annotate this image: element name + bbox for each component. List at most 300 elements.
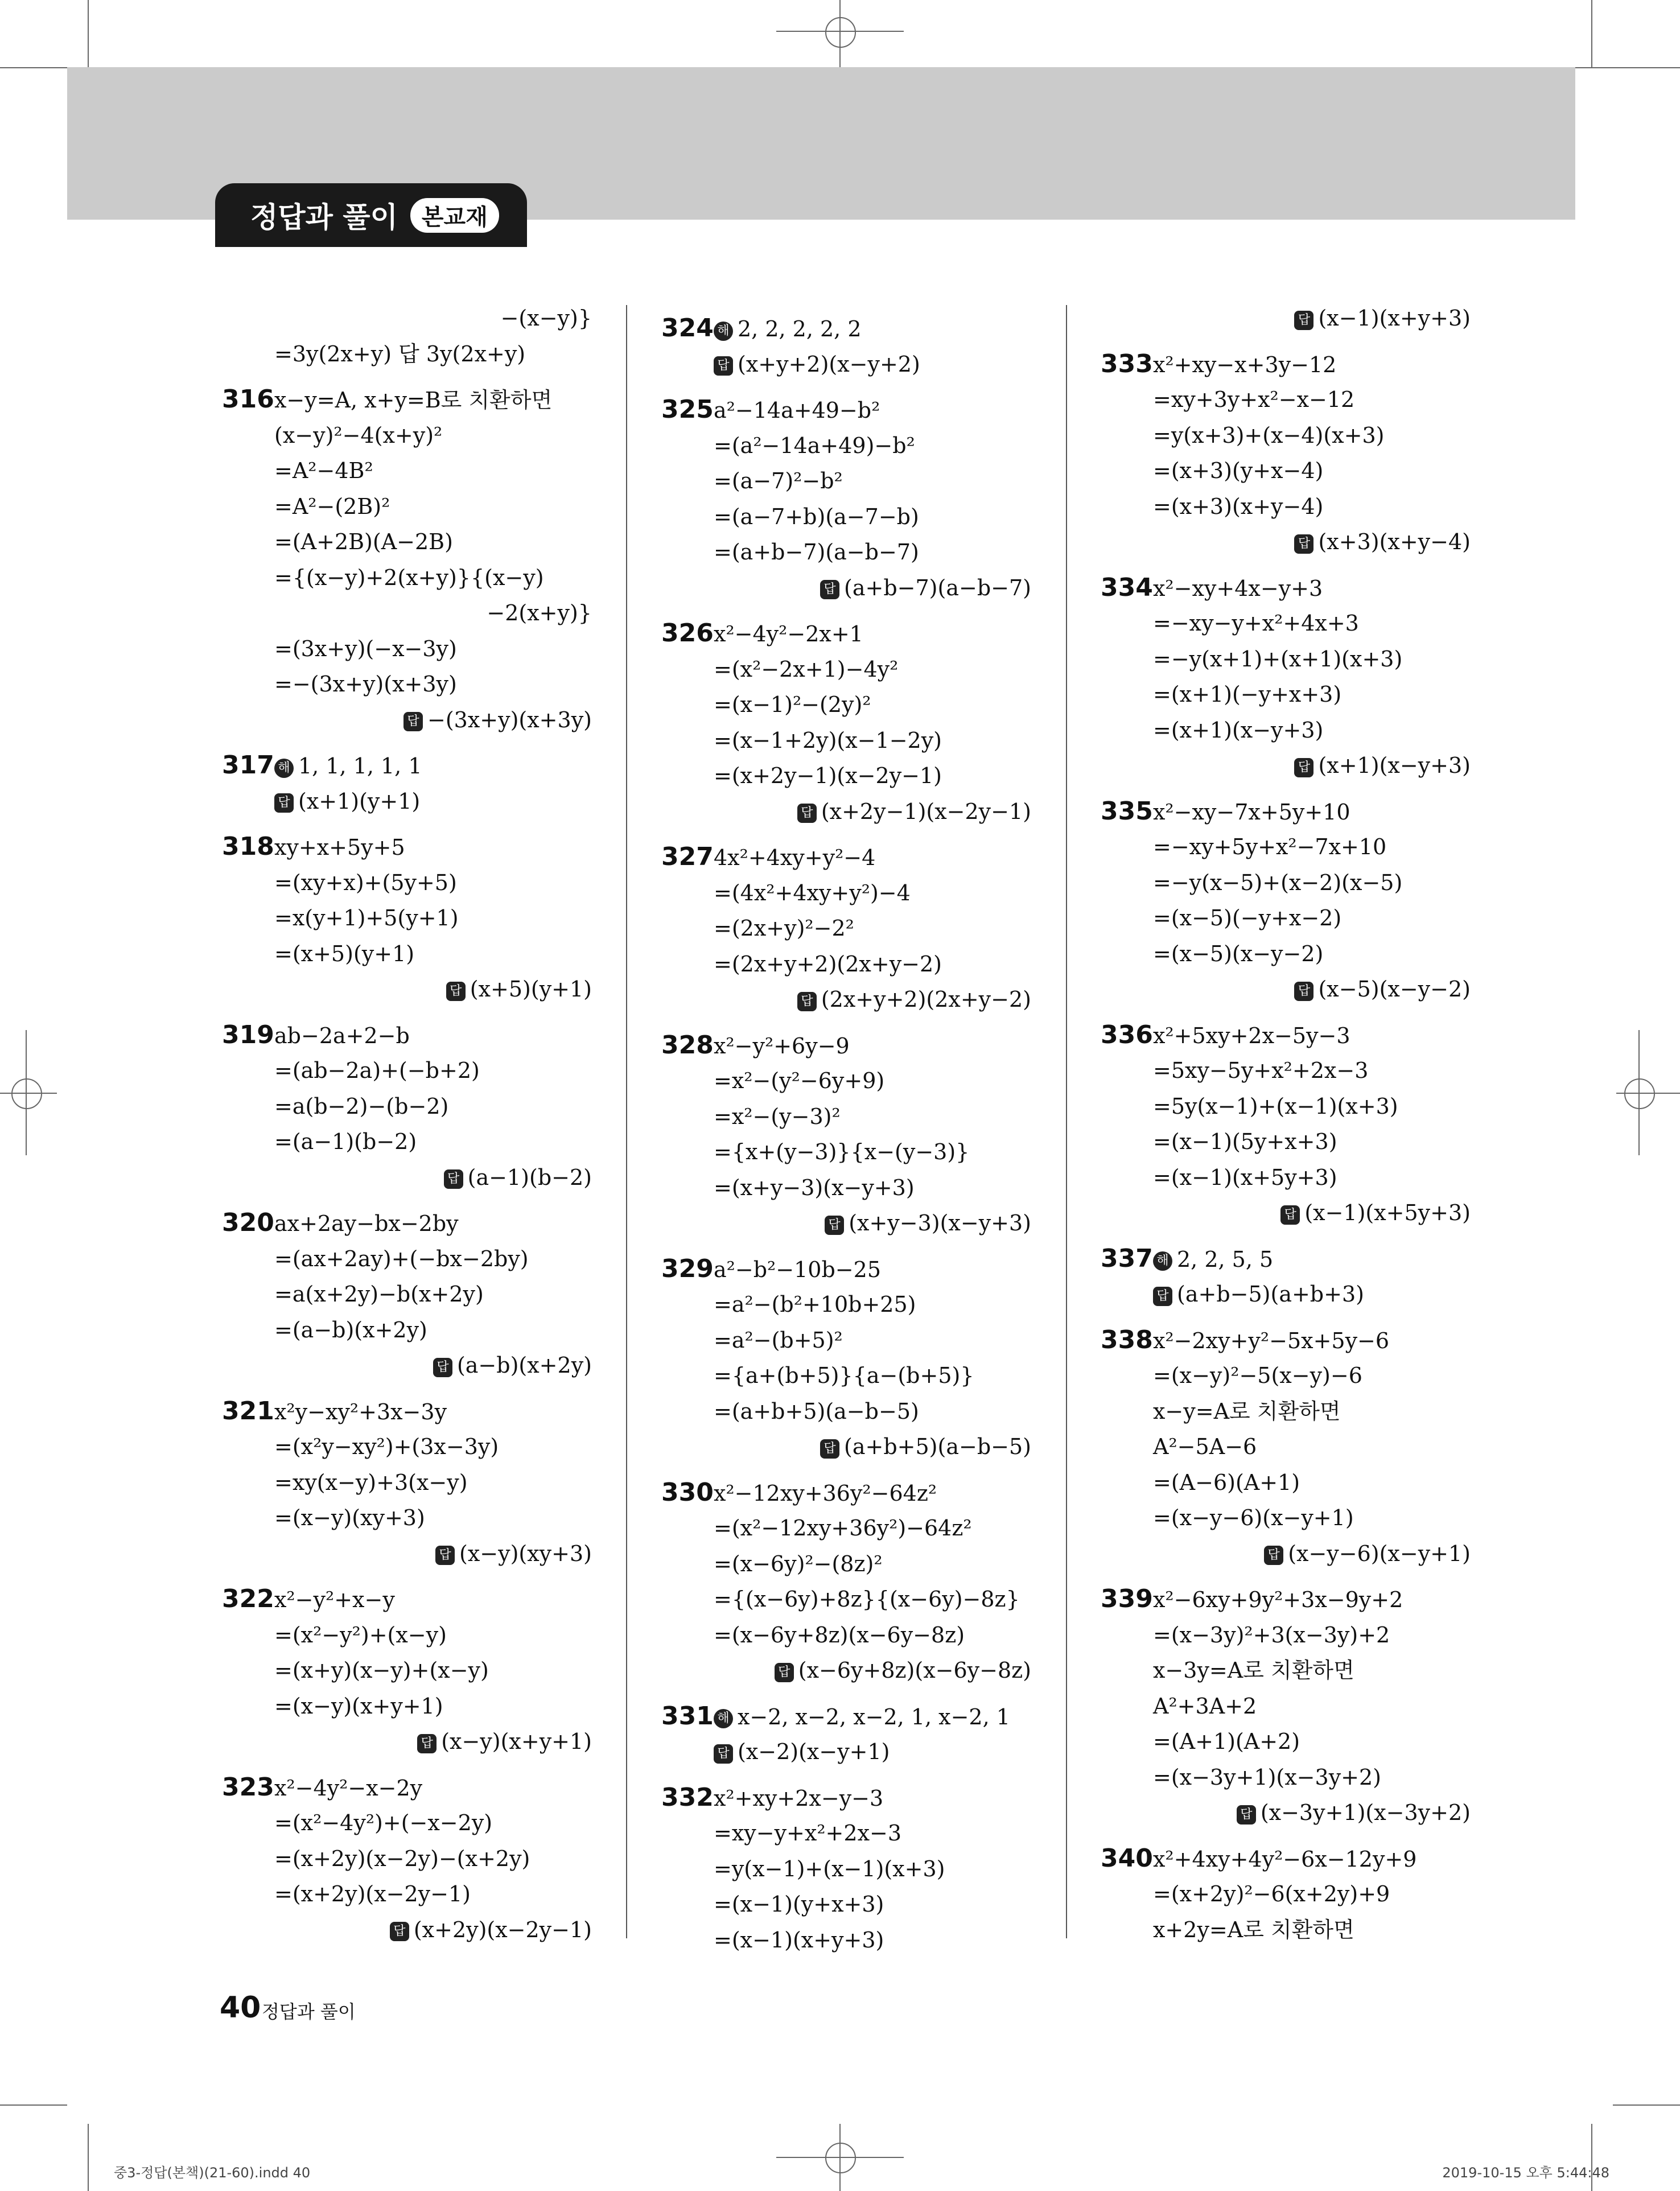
solution-line — [661, 946, 1031, 982]
solution-line — [1101, 900, 1471, 936]
solution-line — [661, 347, 1031, 382]
solution-line — [1101, 1841, 1471, 1877]
expression-text: =(x−y−6)(x−y+1) — [1153, 1505, 1354, 1530]
expression-text: =(A+1)(A+2) — [1153, 1729, 1300, 1754]
registration-mark — [825, 2143, 856, 2173]
page-header — [215, 183, 527, 247]
solution-line — [1101, 1582, 1471, 1617]
answer-icon: 답 — [444, 1169, 463, 1189]
solution-line — [1101, 570, 1471, 606]
expression-text: =−xy−y+x²+4x+3 — [1153, 611, 1359, 636]
hint-icon: 해 — [1153, 1251, 1172, 1271]
expression-text: =(x²y−xy²)+(3x−3y) — [274, 1434, 499, 1459]
expression-text: =(x+y−3)(x−y+3) — [714, 1175, 915, 1200]
expression-text: =xy−y+x²+2x−3 — [714, 1821, 902, 1846]
solution-line — [1101, 1500, 1471, 1536]
problem-number: 339 — [1101, 1584, 1153, 1613]
expression-text: (x+3)(x+y−4) — [1318, 529, 1471, 554]
solution-line — [661, 1582, 1031, 1617]
expression-text: (x−y−6)(x−y+1) — [1288, 1541, 1471, 1566]
answer-icon: 답 — [825, 1216, 844, 1235]
expression-text: x²−xy−7x+5y+10 — [1153, 799, 1350, 825]
expression-text: =−(3x+y)(x+3y) — [274, 672, 457, 697]
expression-text: x²−12xy+36y²−64z² — [714, 1480, 937, 1506]
problem-number: 317 — [222, 751, 274, 780]
final-answer — [1101, 1795, 1471, 1831]
solution-line — [661, 1887, 1031, 1922]
solution-line — [661, 1134, 1031, 1170]
solution-line — [1101, 1394, 1471, 1430]
expression-text: −(3x+y)(x+3y) — [427, 707, 592, 732]
solution-line — [661, 875, 1031, 911]
expression-text: =a²−(b+5)² — [714, 1327, 843, 1353]
final-answer — [1101, 1536, 1471, 1572]
expression-text: =(x²−4y²)+(−x−2y) — [274, 1810, 493, 1835]
registration-mark — [11, 1078, 42, 1109]
expression-text: =(x²−y²)+(x−y) — [274, 1622, 447, 1648]
header-title: 정답과 풀이 — [250, 201, 398, 234]
expression-text: =(x−y)²−5(x−y)−6 — [1153, 1363, 1362, 1388]
solution-line — [1101, 641, 1471, 677]
expression-text: x−y=A, x+y=B로 치환하면 — [274, 388, 553, 413]
expression-text: =(a−b)(x+2y) — [274, 1317, 427, 1342]
expression-text: =(a²−14a+49)−b² — [714, 433, 915, 458]
final-answer — [1101, 300, 1471, 336]
expression-text: =(x+1)(x−y+3) — [1153, 717, 1324, 743]
solution-line — [222, 524, 592, 560]
solution-line — [222, 382, 592, 418]
expression-text: ={(x−y)+2(x+y)}{(x−y) — [274, 565, 544, 590]
solution-line — [222, 418, 592, 454]
final-answer — [1101, 748, 1471, 784]
expression-text: =(x+y)(x−y)+(x−y) — [274, 1658, 489, 1683]
expression-text: x²+xy+2x−y−3 — [714, 1785, 884, 1811]
solution-line — [661, 1251, 1031, 1287]
problem-number: 335 — [1101, 796, 1153, 826]
answer-icon: 답 — [797, 804, 817, 823]
solution-line — [222, 1124, 592, 1160]
solution-line — [661, 1475, 1031, 1511]
solution-line — [222, 1617, 592, 1653]
solution-line — [1101, 936, 1471, 972]
final-answer — [222, 1912, 592, 1948]
expression-text: =(x+2y−1)(x−2y−1) — [714, 763, 942, 788]
expression-text: =(x+2y)²−6(x+2y)+9 — [1153, 1881, 1390, 1906]
problem-number: 321 — [222, 1396, 274, 1426]
solution-line — [222, 829, 592, 865]
problem-number: 316 — [222, 385, 274, 414]
expression-text: =(ax+2ay)+(−bx−2by) — [274, 1246, 529, 1271]
expression-text: x²−y²+6y−9 — [714, 1033, 850, 1059]
answer-icon: 답 — [820, 580, 839, 599]
expression-text: =(x−5)(x−y−2) — [1153, 941, 1324, 966]
crop-mark — [1591, 0, 1592, 67]
final-answer — [661, 570, 1031, 606]
answer-icon: 답 — [714, 356, 733, 376]
expression-text: (x+5)(y+1) — [470, 977, 592, 1002]
solution-line — [1101, 829, 1471, 865]
answer-icon: 답 — [433, 1358, 452, 1377]
solution-line — [222, 1653, 592, 1688]
final-answer — [661, 982, 1031, 1018]
expression-text: =(x−1)(5y+x+3) — [1153, 1129, 1337, 1154]
problem-number: 331 — [661, 1701, 714, 1731]
solution-line — [661, 911, 1031, 946]
final-answer — [222, 1536, 592, 1572]
expression-text: =(a+b−7)(a−b−7) — [714, 539, 919, 565]
problem-number: 322 — [222, 1584, 274, 1613]
answer-icon: 답 — [1264, 1546, 1283, 1565]
solution-line — [661, 311, 1031, 347]
expression-text: (x−1)(x+y+3) — [1318, 306, 1471, 331]
solution-line — [661, 1028, 1031, 1064]
final-answer — [661, 1205, 1031, 1241]
solution-line — [222, 1312, 592, 1348]
expression-text: x²−6xy+9y²+3x−9y+2 — [1153, 1587, 1403, 1612]
expression-text: =(x−3y)²+3(x−3y)+2 — [1153, 1622, 1390, 1648]
solution-line — [222, 1805, 592, 1841]
crop-mark — [0, 2104, 67, 2106]
expression-text: ={a+(b+5)}{a−(b+5)} — [714, 1363, 974, 1388]
solution-line — [1101, 1724, 1471, 1760]
solution-line — [1101, 794, 1471, 830]
answer-icon: 답 — [1237, 1805, 1256, 1825]
expression-text: =(x+1)(−y+x+3) — [1153, 682, 1342, 707]
expression-text: (x+2y−1)(x−2y−1) — [821, 798, 1031, 824]
expression-text: =(x²−2x+1)−4y² — [714, 656, 899, 682]
expression-text: x²+4xy+4y²−6x−12y+9 — [1153, 1846, 1417, 1872]
solution-line — [1101, 1276, 1471, 1312]
answer-icon: 답 — [820, 1439, 839, 1459]
expression-text: 1, 1, 1, 1, 1 — [298, 753, 422, 779]
expression-text: =(x−y)(x+y+1) — [274, 1693, 443, 1719]
problem-number: 332 — [661, 1782, 714, 1812]
expression-text: x²y−xy²+3x−3y — [274, 1399, 447, 1424]
footer-label: 정답과 풀이 — [262, 2001, 356, 2023]
solution-line — [661, 428, 1031, 464]
crop-mark — [0, 67, 67, 68]
problem-number: 330 — [661, 1477, 714, 1507]
solution-line — [1101, 606, 1471, 641]
answer-icon: 답 — [1280, 1205, 1300, 1225]
expression-text: 2, 2, 2, 2, 2 — [738, 316, 862, 341]
solution-line — [661, 1170, 1031, 1206]
expression-text: =5y(x−1)+(x−1)(x+3) — [1153, 1093, 1398, 1119]
solution-line — [222, 1394, 592, 1430]
problem-number: 325 — [661, 395, 714, 424]
expression-text: (a−b)(x+2y) — [456, 1353, 592, 1378]
solution-line — [222, 1841, 592, 1877]
expression-text: =xy(x−y)+3(x−y) — [274, 1469, 468, 1495]
solution-line — [661, 1815, 1031, 1851]
expression-text: −(x−y)} — [500, 306, 592, 331]
solution-line — [661, 839, 1031, 875]
solution-line — [661, 1394, 1031, 1430]
expression-text: (x−2)(x−y+1) — [738, 1739, 890, 1764]
solution-line — [1101, 1358, 1471, 1394]
answer-icon: 답 — [1153, 1287, 1172, 1306]
problem-number: 337 — [1101, 1243, 1153, 1273]
hint-icon: 해 — [714, 322, 733, 341]
expression-text: =(x−5)(−y+x−2) — [1153, 905, 1342, 930]
solution-line — [1101, 1429, 1471, 1465]
final-answer — [1101, 971, 1471, 1007]
solution-line — [222, 1205, 592, 1241]
expression-text: x²−4y²−2x+1 — [714, 621, 863, 646]
hint-icon: 해 — [714, 1709, 733, 1728]
expression-text: x²−y²+x−y — [274, 1587, 395, 1612]
crop-mark — [88, 0, 89, 67]
expression-text: =(x²−12xy+36y²)−64z² — [714, 1515, 972, 1541]
answer-icon: 답 — [1294, 758, 1313, 777]
expression-text: =(x+3)(x+y−4) — [1153, 493, 1324, 519]
expression-text: =(a−7)²−b² — [714, 468, 843, 493]
expression-text: A²+3A+2 — [1153, 1693, 1257, 1719]
expression-text: =y(x−1)+(x−1)(x+3) — [714, 1856, 945, 1881]
expression-text: x+2y=A로 치환하면 — [1153, 1917, 1354, 1942]
answer-column-3 — [1101, 300, 1471, 1947]
problem-number: 328 — [661, 1030, 714, 1060]
crop-mark — [1613, 2104, 1680, 2106]
problem-number: 326 — [661, 619, 714, 648]
registration-line — [26, 1030, 27, 1155]
problem-number: 319 — [222, 1020, 274, 1049]
solution-line — [661, 463, 1031, 499]
solution-line — [1101, 418, 1471, 454]
solution-line — [661, 1922, 1031, 1958]
solution-line — [1101, 1617, 1471, 1653]
expression-text: xy+x+5y+5 — [274, 835, 405, 860]
answer-icon: 답 — [714, 1744, 733, 1764]
expression-text: =(x−1)(x+y+3) — [714, 1927, 884, 1953]
expression-text: (a+b+5)(a−b−5) — [844, 1434, 1031, 1459]
expression-text: (x−1)(x+5y+3) — [1304, 1200, 1471, 1225]
final-answer — [661, 794, 1031, 830]
expression-text: =(x−y)(xy+3) — [274, 1505, 425, 1530]
solution-line — [222, 595, 592, 631]
solution-line — [222, 900, 592, 936]
registration-mark — [1624, 1078, 1655, 1109]
solution-line — [661, 392, 1031, 428]
expression-text: =(a+b+5)(a−b−5) — [714, 1398, 919, 1424]
solution-line — [661, 758, 1031, 794]
expression-text: x²−xy+4x−y+3 — [1153, 575, 1323, 601]
expression-text: =(A+2B)(A−2B) — [274, 529, 453, 554]
expression-text: =a²−(b²+10b+25) — [714, 1292, 916, 1317]
solution-line — [661, 1734, 1031, 1770]
page-number: 40 — [220, 1991, 261, 2025]
expression-text: x²+xy−x+3y−12 — [1153, 352, 1337, 377]
solution-line — [661, 1780, 1031, 1816]
expression-text: (a+b−5)(a+b+3) — [1177, 1282, 1364, 1307]
expression-text: =(2x+y)²−2² — [714, 916, 854, 941]
registration-line — [1638, 1030, 1640, 1155]
solution-line — [661, 723, 1031, 759]
solution-line — [222, 666, 592, 702]
answer-column-2 — [661, 300, 1031, 1958]
solution-line — [1101, 1089, 1471, 1125]
solution-line — [1101, 1912, 1471, 1948]
answer-icon: 답 — [1294, 982, 1313, 1001]
solution-line — [1101, 1160, 1471, 1196]
solution-line — [661, 1699, 1031, 1735]
solution-line — [1101, 1053, 1471, 1089]
registration-mark — [825, 17, 856, 48]
solution-line — [222, 453, 592, 489]
solution-line — [661, 1510, 1031, 1546]
problem-number: 334 — [1101, 573, 1153, 602]
solution-line — [661, 1851, 1031, 1887]
problem-number: 318 — [222, 832, 274, 861]
expression-text: x²+5xy+2x−5y−3 — [1153, 1023, 1350, 1048]
solution-line — [1101, 489, 1471, 525]
expression-text: x−3y=A로 치환하면 — [1153, 1658, 1354, 1683]
registration-line — [1616, 1093, 1680, 1094]
expression-text: =(x+3)(y+x−4) — [1153, 458, 1324, 483]
expression-text: x²−4y²−x−2y — [274, 1775, 423, 1801]
expression-text: x−2, x−2, x−2, 1, x−2, 1 — [738, 1704, 1010, 1729]
expression-text: =A²−4B² — [274, 458, 373, 483]
expression-text: =(x−1+2y)(x−1−2y) — [714, 727, 942, 753]
solution-line — [1101, 1241, 1471, 1277]
expression-text: =−y(x−5)+(x−2)(x−5) — [1153, 870, 1403, 895]
expression-text: =a(x+2y)−b(x+2y) — [274, 1282, 484, 1307]
expression-text: =(2x+y+2)(2x+y−2) — [714, 951, 942, 977]
solution-line — [222, 1876, 592, 1912]
answer-icon: 답 — [775, 1663, 794, 1682]
problem-number: 327 — [661, 842, 714, 871]
problem-number: 333 — [1101, 349, 1153, 378]
solution-line — [661, 652, 1031, 687]
expression-text: =3y(2x+y) 답 3y(2x+y) — [274, 341, 526, 366]
expression-text: (x−6y+8z)(x−6y−8z) — [798, 1658, 1031, 1683]
final-answer — [222, 971, 592, 1007]
answer-icon: 답 — [403, 712, 423, 731]
expression-text: =(x−1)(x+5y+3) — [1153, 1164, 1337, 1190]
solution-line — [661, 1063, 1031, 1099]
final-answer — [222, 702, 592, 738]
solution-line — [222, 936, 592, 972]
answer-icon: 답 — [1294, 311, 1313, 330]
solution-line — [661, 1358, 1031, 1394]
solution-line — [222, 1770, 592, 1806]
final-answer — [661, 1429, 1031, 1465]
expression-text: (x+1)(y+1) — [298, 788, 421, 814]
solution-line — [222, 1429, 592, 1465]
solution-line — [222, 1276, 592, 1312]
solution-line — [661, 687, 1031, 723]
final-answer — [222, 1724, 592, 1760]
expression-text: (x+y−3)(x−y+3) — [849, 1210, 1031, 1235]
solution-line — [222, 300, 592, 336]
expression-text: (x−y)²−4(x+y)² — [274, 422, 443, 448]
solution-line — [1101, 677, 1471, 713]
expression-text: =−y(x+1)+(x+1)(x+3) — [1153, 646, 1403, 672]
expression-text: =A²−(2B)² — [274, 493, 390, 519]
expression-text: =(x+2y)(x−2y)−(x+2y) — [274, 1846, 530, 1871]
solution-line — [222, 1018, 592, 1053]
expression-text: (x−3y+1)(x−3y+2) — [1260, 1800, 1471, 1825]
final-answer — [1101, 524, 1471, 560]
expression-text: (a+b−7)(a−b−7) — [844, 575, 1031, 600]
answer-icon: 답 — [435, 1546, 455, 1565]
solution-line — [1101, 1323, 1471, 1358]
answer-icon: 답 — [797, 992, 817, 1011]
solution-line — [1101, 1876, 1471, 1912]
problem-number: 338 — [1101, 1325, 1153, 1354]
expression-text: ax+2ay−bx−2by — [274, 1211, 459, 1236]
hint-icon: 해 — [274, 759, 294, 778]
expression-text: =(xy+x)+(5y+5) — [274, 870, 457, 895]
expression-text: A²−5A−6 — [1153, 1434, 1257, 1459]
expression-text: −2(x+y)} — [487, 600, 592, 625]
expression-text: 4x²+4xy+y²−4 — [714, 845, 876, 870]
solution-line — [222, 560, 592, 596]
solution-line — [661, 1099, 1031, 1135]
expression-text: =(x−6y)²−(8z)² — [714, 1551, 883, 1576]
answer-icon: 답 — [446, 982, 466, 1001]
expression-text: =xy+3y+x²−x−12 — [1153, 387, 1355, 412]
expression-text: a²−b²−10b−25 — [714, 1257, 881, 1282]
expression-text: (x−y)(x+y+1) — [441, 1729, 592, 1754]
problem-number: 324 — [661, 314, 714, 343]
solution-line — [1101, 453, 1471, 489]
final-answer — [222, 1348, 592, 1383]
expression-text: (x+y+2)(x−y+2) — [738, 351, 920, 377]
solution-line — [1101, 347, 1471, 382]
solution-line — [1101, 1688, 1471, 1724]
print-slug-file: 중3-정답(본책)(21-60).indd 40 — [114, 2165, 311, 2181]
answer-icon: 답 — [417, 1734, 437, 1753]
problem-number: 329 — [661, 1254, 714, 1283]
expression-text: =a(b−2)−(b−2) — [274, 1093, 449, 1119]
expression-text: ={(x−6y)+8z}{(x−6y)−8z} — [714, 1587, 1020, 1612]
expression-text: =(x−3y+1)(x−3y+2) — [1153, 1764, 1382, 1790]
solution-line — [661, 1287, 1031, 1323]
expression-text: =5xy−5y+x²+2x−3 — [1153, 1058, 1369, 1083]
expression-text: =(a−1)(b−2) — [274, 1129, 417, 1154]
header-badge: 본교재 — [410, 198, 499, 233]
solution-line — [222, 1465, 592, 1501]
solution-line — [222, 1688, 592, 1724]
expression-text: (2x+y+2)(2x+y−2) — [821, 987, 1031, 1012]
solution-line — [1101, 713, 1471, 748]
solution-line — [222, 336, 592, 372]
crop-mark — [1575, 67, 1680, 68]
solution-line — [222, 1089, 592, 1125]
solution-line — [1101, 1653, 1471, 1688]
solution-line — [222, 1582, 592, 1617]
expression-text: ab−2a+2−b — [274, 1023, 410, 1048]
solution-line — [222, 631, 592, 667]
solution-line — [222, 1500, 592, 1536]
crop-mark — [88, 2124, 89, 2191]
solution-line — [1101, 382, 1471, 418]
expression-text: =(3x+y)(−x−3y) — [274, 636, 457, 661]
answer-icon: 답 — [274, 793, 294, 813]
solution-line — [1101, 865, 1471, 901]
expression-text: =(x−6y+8z)(x−6y−8z) — [714, 1622, 965, 1648]
expression-text: ={x+(y−3)}{x−(y−3)} — [714, 1139, 970, 1164]
expression-text: (x+2y)(x−2y−1) — [413, 1917, 592, 1942]
expression-text: (x+1)(x−y+3) — [1318, 753, 1471, 778]
solution-line — [222, 489, 592, 525]
answer-icon: 답 — [1294, 534, 1313, 554]
expression-text: =y(x+3)+(x−4)(x+3) — [1153, 422, 1385, 448]
problem-number: 323 — [222, 1772, 274, 1802]
expression-text: =x²−(y−3)² — [714, 1103, 841, 1129]
solution-line — [222, 865, 592, 901]
